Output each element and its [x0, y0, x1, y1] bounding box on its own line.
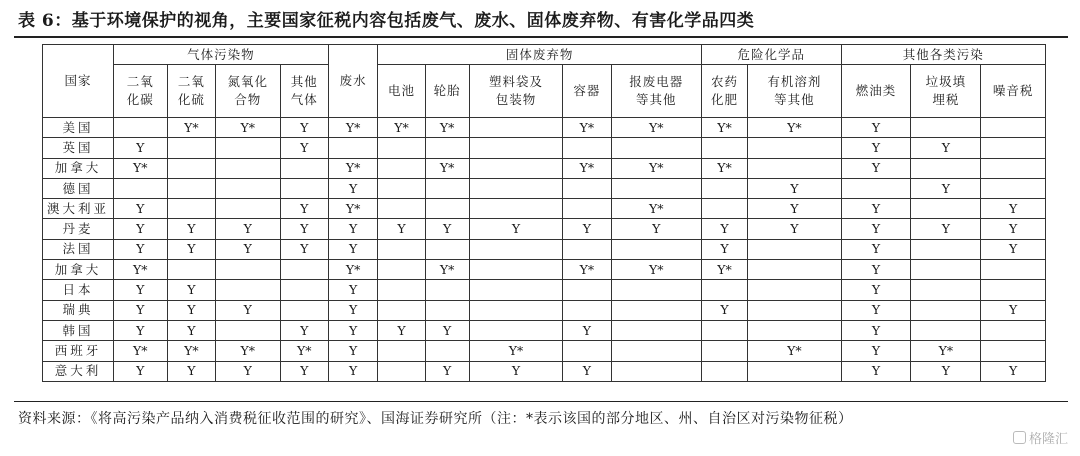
country-cell: 加拿大: [43, 260, 114, 280]
tax-mark-cell: [701, 361, 747, 381]
tax-mark-cell: [469, 158, 563, 178]
tax-mark-cell: Y: [563, 320, 611, 340]
table-body: [43, 118, 1046, 382]
country-cell: 瑞典: [43, 300, 114, 320]
tax-mark-cell: [425, 239, 469, 259]
tax-mark-cell: [378, 341, 425, 361]
tax-mark-cell: [563, 300, 611, 320]
tax-mark-cell: [425, 341, 469, 361]
tax-mark-cell: [911, 239, 981, 259]
tax-mark-cell: Y: [981, 219, 1046, 239]
tax-mark-cell: Y*: [563, 118, 611, 138]
tax-mark-cell: Y: [328, 361, 377, 381]
country-cell: 日本: [43, 280, 114, 300]
tax-mark-cell: Y: [911, 138, 981, 158]
tax-mark-cell: [563, 138, 611, 158]
tax-mark-cell: Y*: [216, 341, 280, 361]
tax-mark-cell: Y: [113, 239, 167, 259]
tax-mark-cell: [378, 260, 425, 280]
tax-mark-cell: Y*: [701, 118, 747, 138]
tax-mark-cell: [701, 138, 747, 158]
tax-mark-cell: [611, 138, 701, 158]
tax-mark-cell: Y*: [611, 199, 701, 219]
tax-mark-cell: Y*: [167, 341, 215, 361]
table-row: [43, 219, 1046, 239]
header-col-9: 报废电器 等其他: [611, 65, 701, 118]
header-column-row: [43, 65, 1046, 118]
tax-mark-cell: Y: [328, 280, 377, 300]
tax-mark-cell: Y: [841, 300, 911, 320]
header-group-2: 固体废弃物: [378, 45, 702, 65]
country-cell: 澳大利亚: [43, 199, 114, 219]
tax-mark-cell: Y: [113, 219, 167, 239]
header-col-13: 垃圾填 埋税: [911, 65, 981, 118]
tax-mark-cell: [425, 199, 469, 219]
tax-mark-cell: Y*: [611, 260, 701, 280]
tax-mark-cell: Y: [113, 320, 167, 340]
tax-mark-cell: [911, 280, 981, 300]
tax-mark-cell: Y: [841, 341, 911, 361]
tax-mark-cell: [563, 178, 611, 198]
tax-mark-cell: [911, 300, 981, 320]
tax-mark-cell: [328, 138, 377, 158]
tax-mark-cell: Y*: [748, 118, 842, 138]
header-col-0: 二氧 化碳: [113, 65, 167, 118]
tax-mark-cell: [469, 260, 563, 280]
tax-mark-cell: [981, 118, 1046, 138]
tax-mark-cell: [280, 260, 328, 280]
tax-mark-cell: [378, 178, 425, 198]
tax-mark-cell: Y: [563, 361, 611, 381]
tax-mark-cell: Y: [280, 199, 328, 219]
tax-mark-cell: Y*: [563, 158, 611, 178]
header-col-7: 塑料袋及 包装物: [469, 65, 563, 118]
tax-mark-cell: Y: [280, 361, 328, 381]
tax-mark-cell: Y*: [113, 158, 167, 178]
tax-mark-cell: Y*: [216, 118, 280, 138]
tax-mark-cell: Y: [328, 320, 377, 340]
tax-mark-cell: Y: [425, 219, 469, 239]
tax-mark-cell: [748, 239, 842, 259]
tax-mark-cell: Y: [841, 118, 911, 138]
country-cell: 德国: [43, 178, 114, 198]
tax-mark-cell: Y: [469, 361, 563, 381]
tax-mark-cell: Y*: [328, 199, 377, 219]
header-col-4: 废水: [328, 45, 377, 118]
tax-mark-cell: Y: [216, 239, 280, 259]
tax-mark-cell: Y: [841, 260, 911, 280]
tax-mark-cell: [611, 178, 701, 198]
tax-mark-cell: Y: [280, 118, 328, 138]
tax-mark-cell: Y*: [701, 158, 747, 178]
tax-mark-cell: [469, 138, 563, 158]
tax-mark-cell: [280, 280, 328, 300]
tax-mark-cell: [378, 239, 425, 259]
tax-mark-cell: Y: [113, 138, 167, 158]
tax-mark-cell: Y: [280, 219, 328, 239]
tax-mark-cell: Y: [113, 199, 167, 219]
table-row: [43, 341, 1046, 361]
table-row: [43, 300, 1046, 320]
tax-mark-cell: [563, 280, 611, 300]
bottom-rule: [14, 401, 1068, 402]
tax-mark-cell: [280, 158, 328, 178]
tax-mark-cell: [167, 178, 215, 198]
top-rule: [14, 36, 1068, 38]
tax-mark-cell: Y: [328, 341, 377, 361]
tax-mark-cell: [611, 300, 701, 320]
tax-mark-cell: Y*: [113, 260, 167, 280]
table-row: [43, 118, 1046, 138]
tax-mark-cell: [425, 178, 469, 198]
tax-mark-cell: [981, 138, 1046, 158]
header-col-14: 噪音税: [981, 65, 1046, 118]
tax-mark-cell: [563, 199, 611, 219]
tax-mark-cell: Y: [841, 239, 911, 259]
tax-mark-cell: [469, 178, 563, 198]
tax-mark-cell: Y: [981, 199, 1046, 219]
country-cell: 西班牙: [43, 341, 114, 361]
tax-mark-cell: Y*: [563, 260, 611, 280]
tax-mark-cell: Y*: [611, 118, 701, 138]
table-row: [43, 320, 1046, 340]
tax-mark-cell: Y*: [167, 118, 215, 138]
tax-mark-cell: Y*: [425, 260, 469, 280]
tax-mark-cell: Y: [328, 239, 377, 259]
tax-mark-cell: [981, 178, 1046, 198]
table-row: [43, 260, 1046, 280]
table-row: [43, 239, 1046, 259]
tax-mark-cell: [469, 280, 563, 300]
tax-mark-cell: Y: [280, 320, 328, 340]
tax-mark-cell: Y: [841, 138, 911, 158]
tax-mark-cell: [701, 280, 747, 300]
tax-mark-cell: [216, 158, 280, 178]
watermark-text: 格隆汇: [1028, 432, 1068, 447]
header-group-0: 气体污染物: [113, 45, 328, 65]
tax-mark-cell: [748, 361, 842, 381]
tax-mark-cell: [167, 158, 215, 178]
tax-mark-cell: [911, 199, 981, 219]
tax-mark-cell: Y: [841, 320, 911, 340]
tax-mark-cell: [113, 178, 167, 198]
tax-mark-cell: Y: [911, 178, 981, 198]
tax-mark-cell: Y: [280, 239, 328, 259]
tax-mark-cell: Y: [981, 361, 1046, 381]
tax-mark-cell: Y: [167, 219, 215, 239]
tax-mark-cell: Y: [425, 361, 469, 381]
tax-mark-cell: [701, 341, 747, 361]
tax-mark-cell: Y*: [378, 118, 425, 138]
watermark-logo-icon: [1013, 431, 1026, 444]
tax-mark-cell: [216, 199, 280, 219]
tax-mark-cell: [981, 341, 1046, 361]
tax-mark-cell: Y: [469, 219, 563, 239]
tax-mark-cell: Y: [701, 239, 747, 259]
tax-mark-cell: [748, 320, 842, 340]
tax-mark-cell: [425, 280, 469, 300]
header-col-5: 电池: [378, 65, 425, 118]
tax-mark-cell: [378, 280, 425, 300]
country-cell: 丹麦: [43, 219, 114, 239]
tax-mark-cell: Y: [113, 280, 167, 300]
tax-mark-cell: [701, 199, 747, 219]
header-col-3: 其他 气体: [280, 65, 328, 118]
tax-mark-cell: [981, 158, 1046, 178]
tax-content-table: [42, 44, 1046, 382]
header-country: 国家: [43, 45, 114, 118]
header-col-6: 轮胎: [425, 65, 469, 118]
tax-mark-cell: Y: [216, 219, 280, 239]
tax-mark-cell: Y*: [911, 341, 981, 361]
tax-mark-cell: Y: [167, 239, 215, 259]
header-col-10: 农药 化肥: [701, 65, 747, 118]
tax-mark-cell: [911, 158, 981, 178]
tax-mark-cell: [748, 138, 842, 158]
tax-mark-cell: [378, 199, 425, 219]
tax-mark-cell: Y*: [328, 158, 377, 178]
tax-mark-cell: Y: [841, 158, 911, 178]
tax-mark-cell: [469, 118, 563, 138]
tax-mark-cell: [469, 300, 563, 320]
tax-mark-cell: [378, 361, 425, 381]
tax-mark-cell: [981, 280, 1046, 300]
header-col-2: 氮氧化 合物: [216, 65, 280, 118]
header-col-11: 有机溶剂 等其他: [748, 65, 842, 118]
tax-mark-cell: Y: [911, 219, 981, 239]
tax-mark-cell: Y: [113, 361, 167, 381]
header-col-12: 燃油类: [841, 65, 911, 118]
tax-mark-cell: Y: [167, 300, 215, 320]
header-group-row: [43, 45, 1046, 65]
tax-mark-cell: Y: [701, 300, 747, 320]
tax-mark-cell: [748, 280, 842, 300]
source-note: 资料来源：《将高污染产品纳入消费税征收范围的研究》、国海证券研究所（注：*表示该国的部分地区、州、自治区对污染物征税）: [18, 411, 853, 427]
tax-mark-cell: Y: [981, 239, 1046, 259]
header-group-3: 危险化学品: [701, 45, 841, 65]
tax-mark-cell: [748, 260, 842, 280]
tax-mark-cell: Y*: [425, 118, 469, 138]
tax-mark-cell: [280, 178, 328, 198]
country-cell: 英国: [43, 138, 114, 158]
tax-mark-cell: [378, 158, 425, 178]
tax-mark-cell: Y*: [425, 158, 469, 178]
tax-mark-cell: [167, 138, 215, 158]
tax-mark-cell: Y: [841, 219, 911, 239]
tax-mark-cell: [469, 320, 563, 340]
tax-mark-cell: Y: [701, 219, 747, 239]
tax-mark-cell: [167, 199, 215, 219]
tax-mark-cell: Y: [328, 219, 377, 239]
tax-mark-cell: [216, 260, 280, 280]
table-row: [43, 138, 1046, 158]
tax-mark-cell: [216, 280, 280, 300]
country-cell: 法国: [43, 239, 114, 259]
tax-mark-cell: [216, 178, 280, 198]
tax-mark-cell: Y*: [328, 118, 377, 138]
tax-mark-cell: Y*: [280, 341, 328, 361]
tax-mark-cell: [113, 118, 167, 138]
country-cell: 加拿大: [43, 158, 114, 178]
tax-mark-cell: Y: [280, 138, 328, 158]
tax-mark-cell: [981, 260, 1046, 280]
tax-mark-cell: Y: [748, 178, 842, 198]
tax-mark-cell: Y: [841, 280, 911, 300]
tax-mark-cell: [563, 239, 611, 259]
tax-mark-cell: Y: [216, 361, 280, 381]
tax-mark-cell: Y*: [611, 158, 701, 178]
tax-mark-cell: [425, 138, 469, 158]
tax-mark-cell: Y*: [328, 260, 377, 280]
tax-mark-cell: [611, 361, 701, 381]
tax-mark-cell: Y: [748, 199, 842, 219]
tax-mark-cell: Y: [167, 361, 215, 381]
tax-mark-cell: Y: [911, 361, 981, 381]
table-row: [43, 178, 1046, 198]
tax-mark-cell: [748, 158, 842, 178]
tax-mark-cell: [911, 118, 981, 138]
header-col-1: 二氧 化硫: [167, 65, 215, 118]
tax-mark-cell: Y: [167, 280, 215, 300]
tax-mark-cell: [469, 199, 563, 219]
tax-mark-cell: Y: [841, 361, 911, 381]
tax-mark-cell: [611, 341, 701, 361]
country-cell: 意大利: [43, 361, 114, 381]
tax-mark-cell: Y: [425, 320, 469, 340]
tax-mark-cell: [611, 280, 701, 300]
tax-mark-cell: Y: [611, 219, 701, 239]
tax-mark-cell: [841, 178, 911, 198]
tax-mark-cell: [563, 341, 611, 361]
tax-mark-cell: [167, 260, 215, 280]
table-row: [43, 361, 1046, 381]
tax-mark-cell: Y: [748, 219, 842, 239]
header-col-8: 容器: [563, 65, 611, 118]
tax-mark-cell: Y: [216, 300, 280, 320]
table-row: [43, 158, 1046, 178]
table-caption: 表 6：基于环境保护的视角，主要国家征税内容包括废气、废水、固体废弃物、有害化学品四类: [18, 11, 755, 31]
tax-mark-cell: [280, 300, 328, 320]
tax-mark-cell: Y: [981, 300, 1046, 320]
tax-mark-cell: Y: [378, 320, 425, 340]
tax-mark-cell: Y: [167, 320, 215, 340]
tax-mark-cell: Y: [328, 178, 377, 198]
watermark: [1013, 428, 1068, 447]
tax-mark-cell: Y: [328, 300, 377, 320]
tax-mark-cell: Y: [113, 300, 167, 320]
tax-mark-cell: [981, 320, 1046, 340]
tax-mark-cell: [611, 320, 701, 340]
table-row: [43, 280, 1046, 300]
tax-mark-cell: [378, 138, 425, 158]
tax-mark-cell: [611, 239, 701, 259]
tax-mark-cell: Y*: [701, 260, 747, 280]
tax-mark-cell: [911, 260, 981, 280]
tax-mark-cell: [911, 320, 981, 340]
tax-mark-cell: [378, 300, 425, 320]
tax-mark-cell: Y: [378, 219, 425, 239]
tax-mark-cell: [216, 320, 280, 340]
tax-mark-cell: Y*: [748, 341, 842, 361]
tax-mark-cell: [216, 138, 280, 158]
header-group-4: 其他各类污染: [841, 45, 1045, 65]
country-cell: 美国: [43, 118, 114, 138]
tax-mark-cell: Y: [563, 219, 611, 239]
tax-mark-cell: [469, 239, 563, 259]
tax-mark-cell: Y: [841, 199, 911, 219]
tax-mark-cell: [701, 178, 747, 198]
tax-mark-cell: Y*: [113, 341, 167, 361]
tax-mark-cell: [701, 320, 747, 340]
tax-mark-cell: [748, 300, 842, 320]
tax-mark-cell: [425, 300, 469, 320]
table-row: [43, 199, 1046, 219]
tax-mark-cell: Y*: [469, 341, 563, 361]
country-cell: 韩国: [43, 320, 114, 340]
